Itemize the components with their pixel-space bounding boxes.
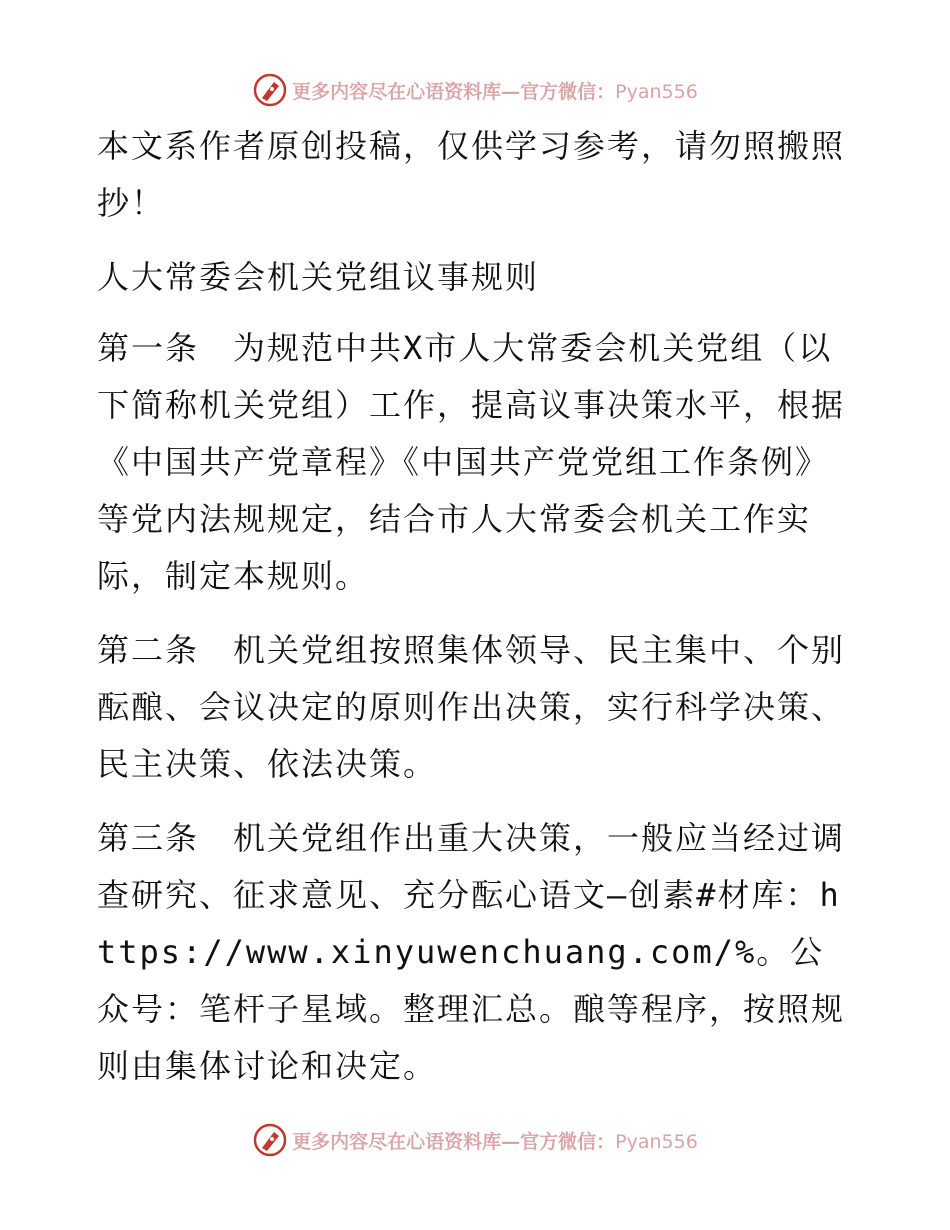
banner-text: 更多内容尽在心语资料库—官方微信：Pyan556 [292, 80, 698, 103]
document-title: 人大常委会机关党组议事规则 [97, 258, 540, 296]
pen-nib-logo-icon [252, 1122, 288, 1158]
banner-text: 更多内容尽在心语资料库—官方微信：Pyan556 [292, 1130, 698, 1153]
footer-watermark-banner [0, 1120, 950, 1160]
copyright-notice: 本文系作者原创投稿，仅供学习参考，请勿照搬照抄！ [97, 127, 846, 222]
article-1: 第一条 为规范中共X市人大常委会机关党组（以下简称机关党组）工作，提高议事决策水平，根据《中国共产党章程》《中国共产党党组工作条例》等党内法规规定，结合市人大常委会机关工作实际，制定本规则。 [97, 329, 846, 595]
document-body [97, 118, 857, 1112]
article-2: 第二条 机关党组按照集体领导、民主集中、个别酝酿、会议决定的原则作出决策，实行科学决策、民主决策、依法决策。 [97, 631, 846, 783]
pen-nib-logo-icon [252, 72, 288, 108]
header-watermark-banner [0, 70, 950, 110]
article-3: 第三条 机关党组作出重大决策，一般应当经过调查研究、征求意见、充分酝心语文—创素#材库：https://www.xinyuwenchuang.com/%。公众号：笔杆子星域。整理汇总。酿等程序，按照规则由集体讨论和决定。 [97, 819, 846, 1085]
